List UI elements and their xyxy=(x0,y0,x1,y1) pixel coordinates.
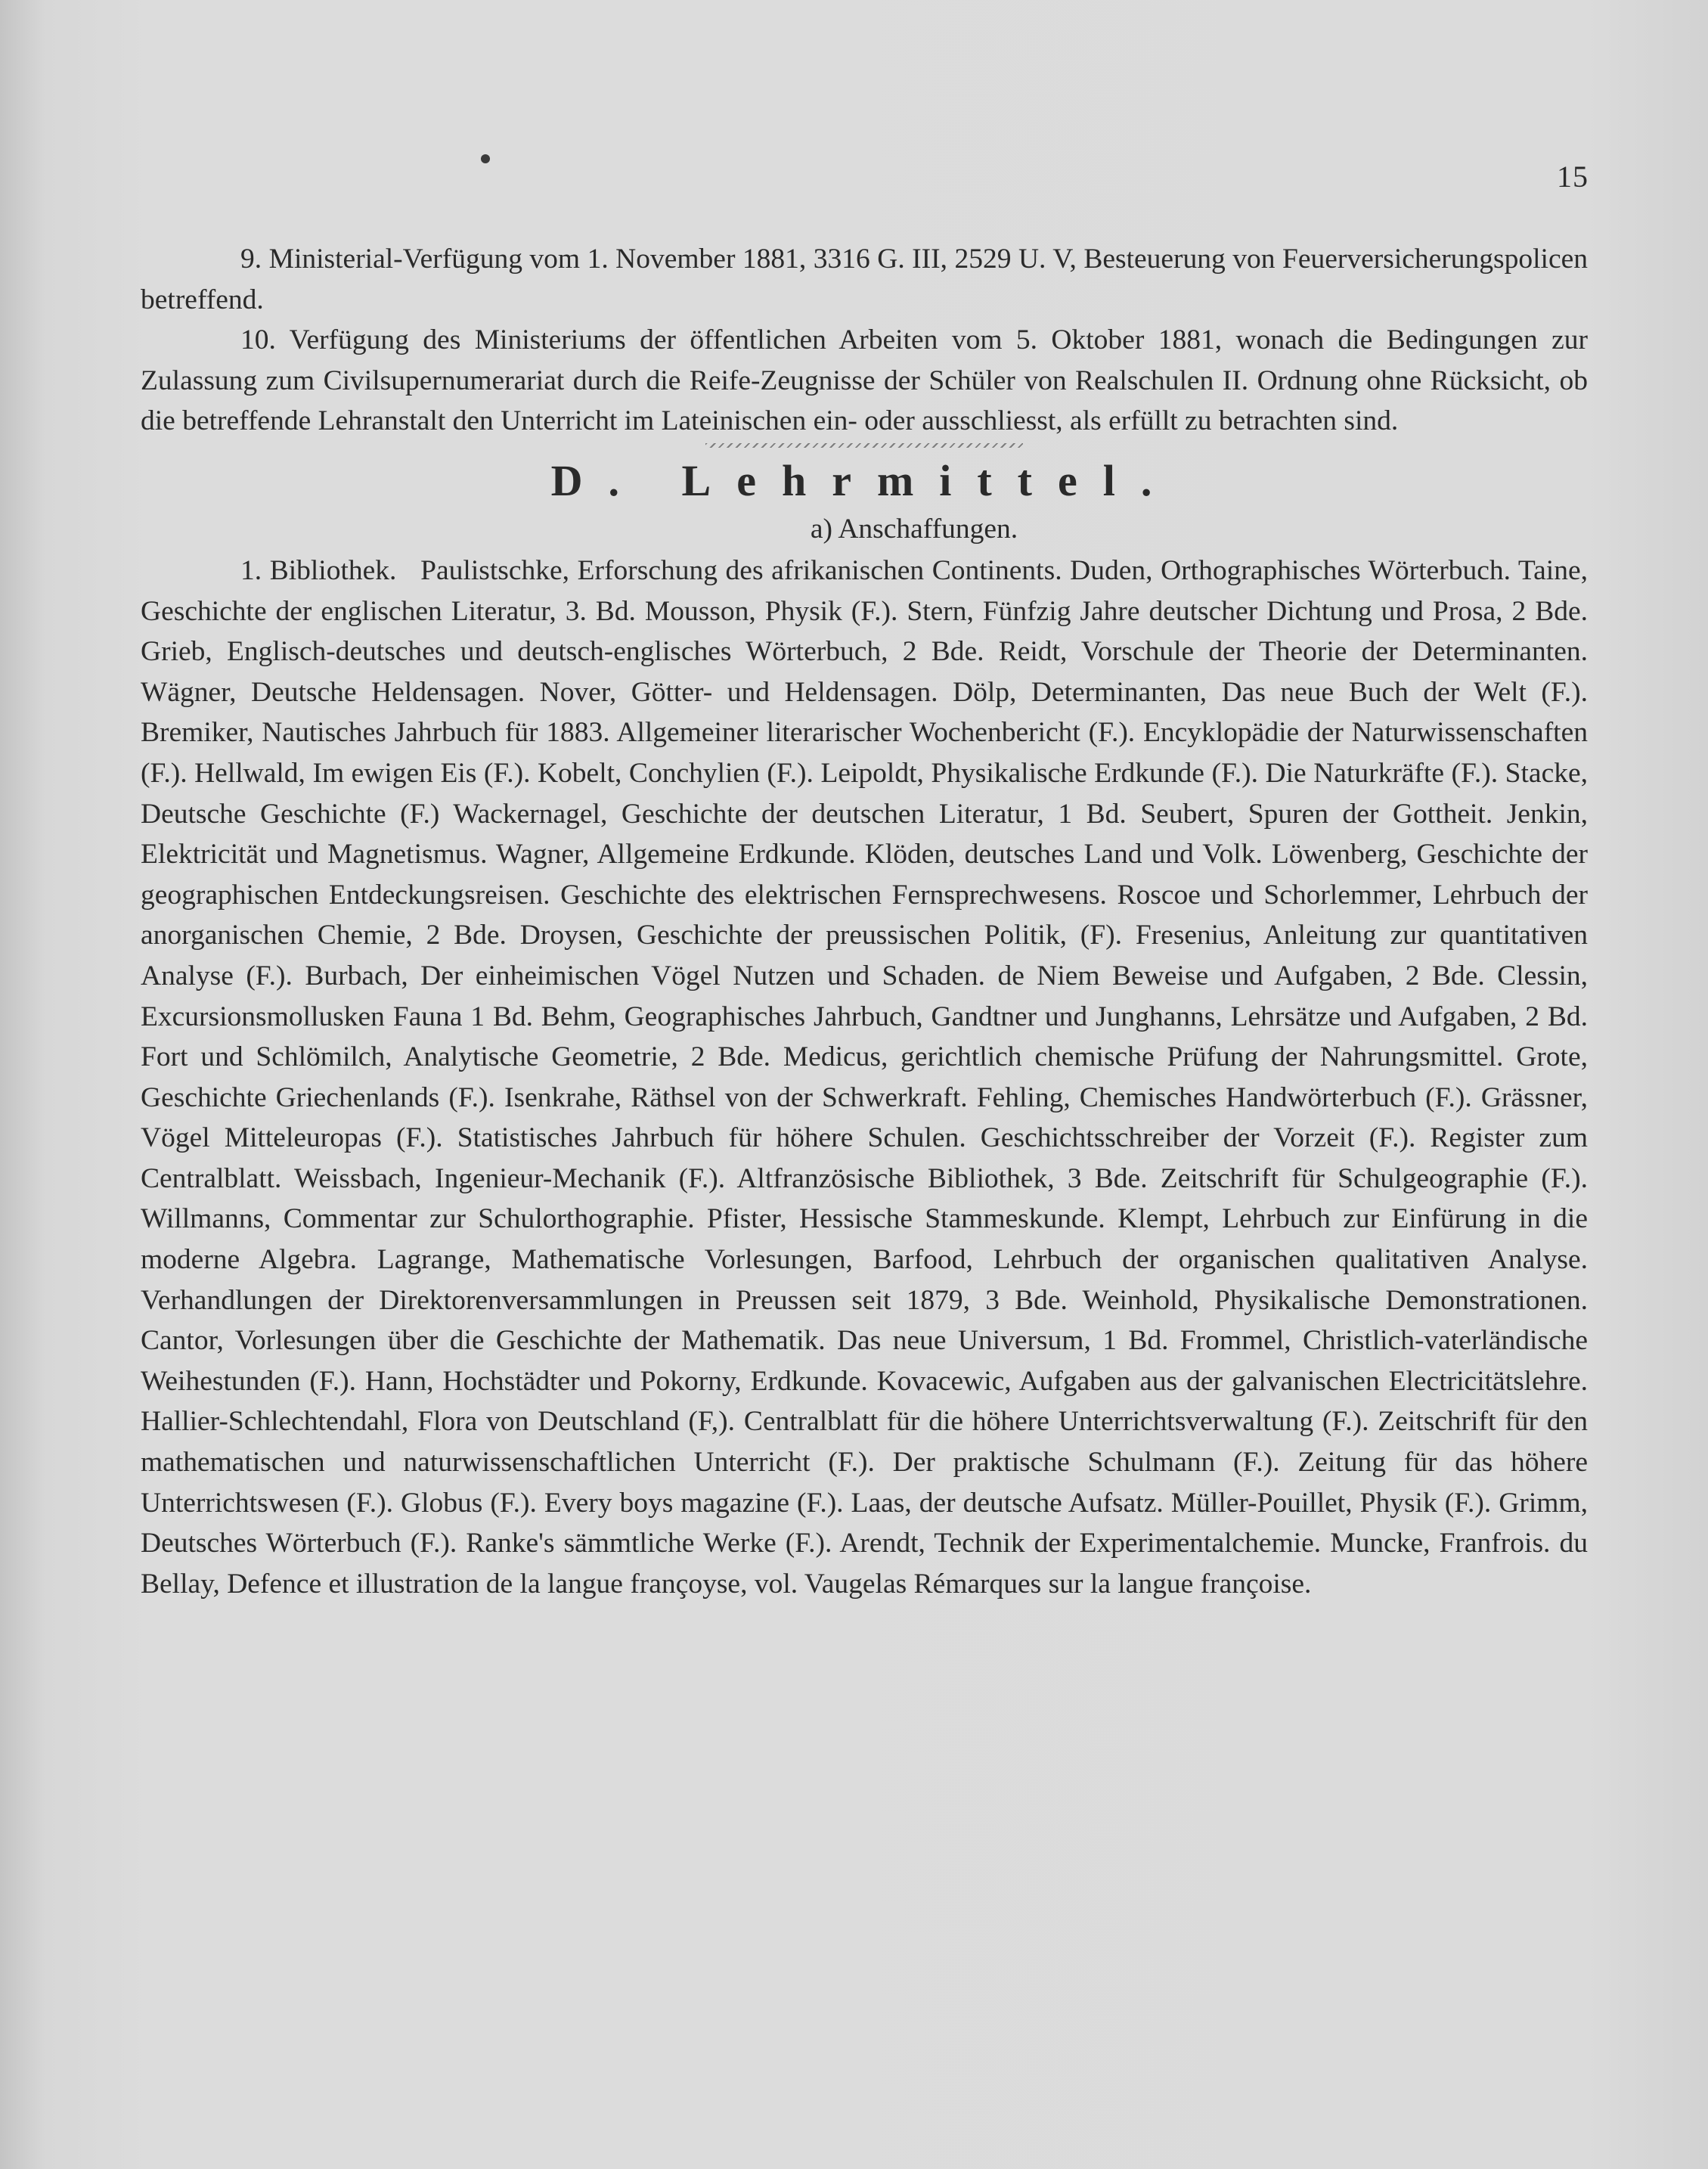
ink-dot xyxy=(481,154,490,163)
library-paragraph xyxy=(141,551,1588,1604)
item-9-paragraph: 9. Ministerial-Verfügung vom 1. November 1881, 3316 G. III, 2529 U. V, Besteuerung von Feuerversicherungspolicen betreffend. xyxy=(141,244,1588,315)
item-10-paragraph: 10. Verfügung des Ministeriums der öffentlichen Arbeiten vom 5. Oktober 1881, wonach die Bedingungen zur Zulassung zum Civilsupernumerariat durch die Reife-Zeugnisse der Schüler von Realschulen II. Ordnung ohne Rücksicht, ob die betreffende Lehranstalt den Unterricht im Lateinischen ein- oder ausschliesst, als erfüllt zu betrachten sind. xyxy=(141,324,1588,437)
library-label: 1. Bibliothek. xyxy=(240,554,397,586)
section-subheading: a) Anschaffungen. xyxy=(810,513,1018,545)
library-list: Paulistschke, Erforschung des afrikanischen Continents. Duden, Orthographisches Wörterbuch. Taine, Geschichte der englischen Literatur, 3. Bd. Mousson, Physik (F.). Stern, Fünfzig Jahre deutscher Dichtung und Prosa, 2 Bde. Grieb, Englisch-deutsches und deutsch-englisches Wörterbuch, 2 Bde. Reidt, Vorschule der Theorie der Determinanten. Wägner, Deutsche Heldensagen. Nover, Götter- und Heldensagen. Dölp, Determinanten, Das neue Buch der Welt (F.). Bremiker, Nautisches Jahrbuch für 1883. Allgemeiner literarischer Wochenbericht (F.). Encyklopädie der Naturwissenschaften (F.). Hellwald, Im ewigen Eis (F.). Kobelt, Conchylien (F.). Leipoldt, Physikalische Erdkunde (F.). Die Naturkräfte (F.). Stacke, Deutsche Geschichte (F.) Wackernagel, Geschichte der deutschen Literatur, 1 Bd. Seubert, Spuren der Gottheit. Jenkin, Elektricität und Magnetismus. Wagner, Allgemeine Erdkunde. Klöden, deutsches Land und Volk. Löwenberg, Geschichte der geographischen Entdeckungsreisen. Geschichte des elektrischen Fernsprechwesens. Roscoe und Schorlemmer, Lehrbuch der anorganischen Chemie, 2 Bde. Droysen, Geschichte der preussischen Politik, (F). Fresenius, Anleitung zur quantitativen Analyse (F.). Burbach, Der einheimischen Vögel Nutzen und Schaden. de Niem Beweise und Aufgaben, 2 Bde. Clessin, Excursionsmollusken Fauna 1 Bd. Behm, Geographisches Jahrbuch, Gandtner und Junghanns, Lehrsätze und Aufgaben, 2 Bd. Fort und Schlömilch, Analytische Geometrie, 2 Bde. Medicus, gerichtlich chemische Prüfung der Nahrungsmittel. Grote, Geschichte Griechenlands (F.). Isenkrahe, Räthsel von der Schwerkraft. Fehling, Chemisches Handwörterbuch (F.). Grässner, Vögel Mitteleuropas (F.). Statistisches Jahrbuch für höhere Schulen. Geschichtsschreiber der Vorzeit (F.). Register zum Centralblatt. Weissbach, Ingenieur-Mechanik (F.). Altfranzösische Bibliothek, 3 Bde. Zeitschrift für Schulgeographie (F.). Willmanns, Commentar zur Schulorthographie. Pfister, Hessische Stammeskunde. Klempt, Lehrbuch zur Einfürung in die moderne Algebra. Lagrange, Mathematische Vorlesungen, Barfood, Lehrbuch der organischen qualitativen Analyse. Verhandlungen der Direktorenversammlungen in Preussen seit 1879, 3 Bde. Weinhold, Physikalische Demonstrationen. Cantor, Vorlesungen über die Geschichte der Mathematik. Das neue Universum, 1 Bd. Frommel, Christlich-vaterländische Weihestunden (F.). Hann, Hochstädter und Pokorny, Erdkunde. Kovacewic, Aufgaben aus der galvanischen Electricitätslehre. Hallier-Schlechtendahl, Flora von Deutschland (F,). Centralblatt für die höhere Unterrichtsverwaltung (F.). Zeitschrift für den mathematischen und naturwissenschaftlichen Unterricht (F.). Der praktische Schulmann (F.). Zeitung für das höhere Unterrichtswesen (F.). Globus (F.). Every boys magazine (F.). Laas, der deutsche Aufsatz. Müller-Pouillet, Physik (F.). Grimm, Deutsches Wörterbuch (F.). Ranke's sämmtliche Werke (F.). Arendt, Technik der Experimentalchemie. Muncke, Franfrois. du Bellay, Defence et illustration de la langue françoyse, vol. Vaugelas Rémarques sur la langue françoise. xyxy=(141,554,1588,1600)
body-text xyxy=(141,239,1588,1604)
heading-ornament xyxy=(705,443,1023,448)
page-number: 15 xyxy=(1557,160,1589,194)
section-heading: D. Lehrmittel. xyxy=(550,455,1178,505)
